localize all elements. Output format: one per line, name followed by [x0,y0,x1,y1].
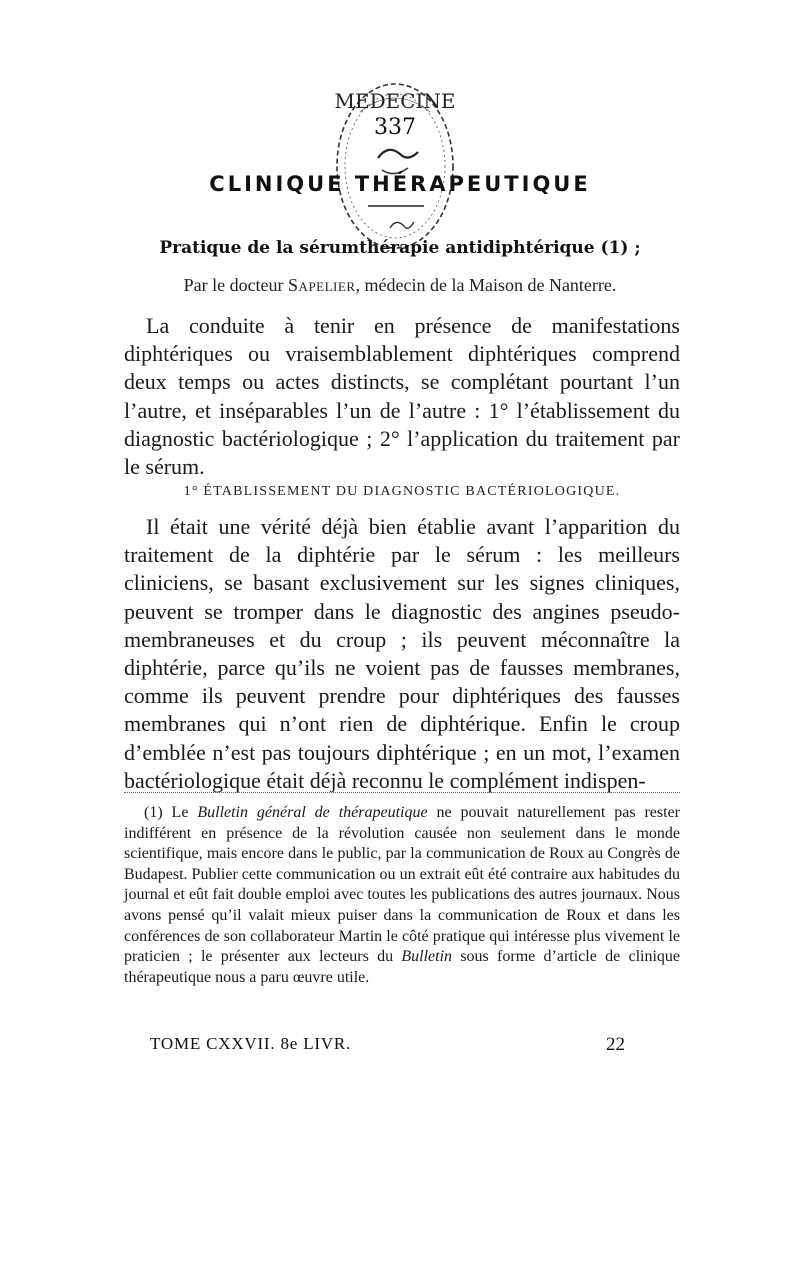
section-subheading: 1° ÉTABLISSEMENT DU DIAGNOSTIC BACTÉRIOLOGIQUE. [183,484,621,499]
byline-suffix: , médecin de la Maison de Nanterre. [355,275,617,295]
signature-number: 22 [606,1034,625,1055]
body-paragraph-1: La conduite à tenir en présence de manifestations diphtériques ou vraisemblablement diphtériques comprend deux temps ou actes distincts, se complétant pourtant l’un l’autre, et inséparables l’un de l’autre : 1° l’établissement du diagnostic bactériologique ; 2° l’application du traitement par le sérum. [124,313,680,480]
footnote-divider [124,792,680,793]
footnote-title-italic: Bulletin général de thérapeutique [197,804,428,821]
stamp-text: MEDECINE [334,89,456,113]
body-paragraph-2: Il était une vérité déjà bien établie avant l’apparition du traitement de la diphtérie par le sérum : les meilleurs cliniciens, se basant exclusivement sur les signes cliniques, peuvent se tromper dans le diagnostic des angines pseudo-membraneuses et du croup ; ils peuvent méconnaître la diphtérie, parce qu’ils ne voient pas de fausses membranes, comme ils peuvent prendre pour diphtériques des fausses membranes qui n’ont rien de diphtérique. Enfin le croup d’emblée n’est pas toujours diphtérique ; en un mot, l’examen bactériologique était déjà reconnu le complément indispen- [124,514,680,793]
volume-label: TOME CXXVII. 8e LIVR. [150,1034,352,1053]
footnote-text-2: sous forme d’article de clinique thérapeutique nous a paru œuvre utile. [124,948,681,986]
byline [120,275,680,296]
library-stamp [330,78,460,256]
section-title: CLINIQUE THÉRAPEUTIQUE [209,172,591,196]
footnote [124,803,680,988]
footnote-text-1: ne pouvait naturellement pas rester indifférent en présence de la révolution causée non seulement dans le monde scientifique, mais encore dans le public, par la communication de Roux au Congrès de Budapest. Publier cette communication ou un extrait eût été contraire aux habitudes du journal et eût fait double emploi avec toutes les publications des autres journaux. Nous avons pensé qu’il valait mieux puiser dans la communication de Roux et dans les conférences de son collaborateur Martin le côté pratique qui intéresse plus vivement le praticien ; le présenter aux lecteurs du [124,804,681,966]
byline-prefix: Par le docteur [183,275,284,295]
stamp-seal-icon [330,78,460,256]
article-title: Pratique de la sérumthérapie antidiphtérique (1) ; [159,238,641,258]
footnote-bulletin-italic: Bulletin [401,948,453,966]
page-number: 337 [374,115,416,140]
author-name: Sapelier [288,275,356,295]
footnote-marker: (1) Le [144,804,189,821]
